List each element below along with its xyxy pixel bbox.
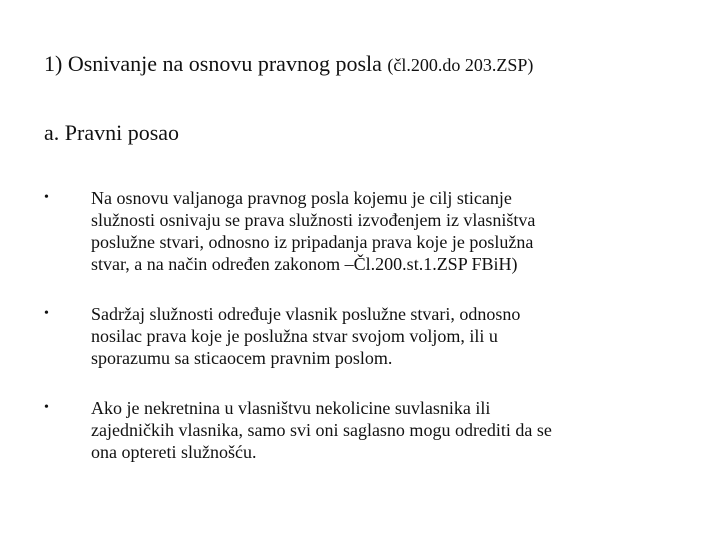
bullet-dot-icon: • — [44, 400, 49, 415]
bullet-item — [44, 397, 684, 463]
bullet-line: sporazumu sa sticaocem pravnim poslom. — [91, 348, 393, 368]
bullet-line: nosilac prava koje je poslužna stvar svojom voljom, ili u — [91, 326, 498, 346]
bullet-line: zajedničkih vlasnika, samo svi oni saglasno mogu odrediti da se — [91, 420, 552, 440]
bullet-line: Sadržaj služnosti određuje vlasnik poslužne stvari, odnosno — [91, 304, 521, 324]
bullet-item — [44, 303, 684, 369]
heading-main-text: 1) Osnivanje na osnovu pravnog posla — [44, 51, 382, 76]
bullet-item — [44, 187, 684, 275]
bullet-dot-icon: • — [44, 306, 49, 321]
bullet-text — [91, 303, 684, 369]
bullet-line: Ako je nekretnina u vlasništvu nekolicine suvlasnika ili — [91, 398, 491, 418]
bullet-line: ona optereti služnošću. — [91, 442, 257, 462]
bullet-line: poslužne stvari, odnosno iz pripadanja prava koje je poslužna — [91, 232, 534, 252]
slide-heading — [44, 50, 533, 79]
slide-subheading: a. Pravni posao — [44, 120, 180, 145]
heading-reference-text: (čl.200.do 203.ZSP) — [387, 55, 534, 75]
bullet-text — [91, 187, 684, 275]
bullet-text — [91, 397, 684, 463]
bullet-list — [44, 187, 684, 463]
bullet-line: stvar, a na način određen zakonom –Čl.200.st.1.ZSP FBiH) — [91, 254, 518, 274]
bullet-line: Na osnovu valjanoga pravnog posla kojemu je cilj sticanje — [91, 188, 512, 208]
bullet-dot-icon: • — [44, 190, 49, 205]
bullet-line: služnosti osnivaju se prava služnosti izvođenjem iz vlasništva — [91, 210, 536, 230]
